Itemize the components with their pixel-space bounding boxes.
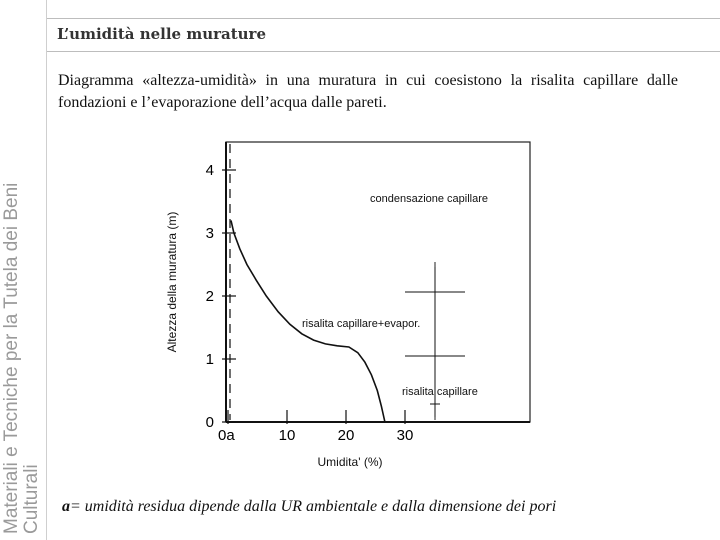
slide-header (47, 18, 720, 52)
height-humidity-chart (160, 132, 540, 472)
annotation-risalita-evapor: risalita capillare+evapor. (302, 318, 421, 330)
y-tick-label: 0 (205, 414, 214, 431)
plot-frame (226, 142, 530, 422)
y-tick-label: 4 (205, 162, 214, 179)
course-title-vertical (0, 0, 46, 540)
chart-description: Diagramma «altezza-umidità» in una muratura in cui coesistono la risalita capillare dalle fondazioni e l’evaporazione dell’acqua dalle pareti. (58, 72, 678, 111)
annotation-condensazione: condensazione capillare (370, 193, 489, 205)
course-title-line2: Culturali (21, 464, 42, 534)
y-tick-label: 1 (205, 351, 214, 368)
footnote (62, 498, 556, 516)
footnote-text: = umidità residua dipende dalla UR ambientale e dalla dimensione dei pori (70, 498, 557, 515)
slide-title: L’umidità nelle murature (57, 25, 266, 43)
sidebar (0, 0, 47, 540)
x-tick-label: 10 (278, 427, 296, 444)
x-tick-label: 20 (337, 427, 355, 444)
course-title-line1: Materiali e Tecniche per la Tutela dei Beni (1, 182, 22, 534)
x-tick-label: 0a (218, 427, 235, 444)
x-tick-label: 30 (396, 427, 414, 444)
annotation-risalita: risalita capillare (402, 386, 478, 398)
y-tick-label: 3 (205, 225, 214, 242)
x-axis-label: Umidita' (%) (317, 455, 383, 469)
y-tick-label: 2 (205, 288, 214, 305)
footnote-symbol: a (62, 498, 70, 515)
y-axis-label: Altezza della muratura (m) (165, 211, 179, 353)
